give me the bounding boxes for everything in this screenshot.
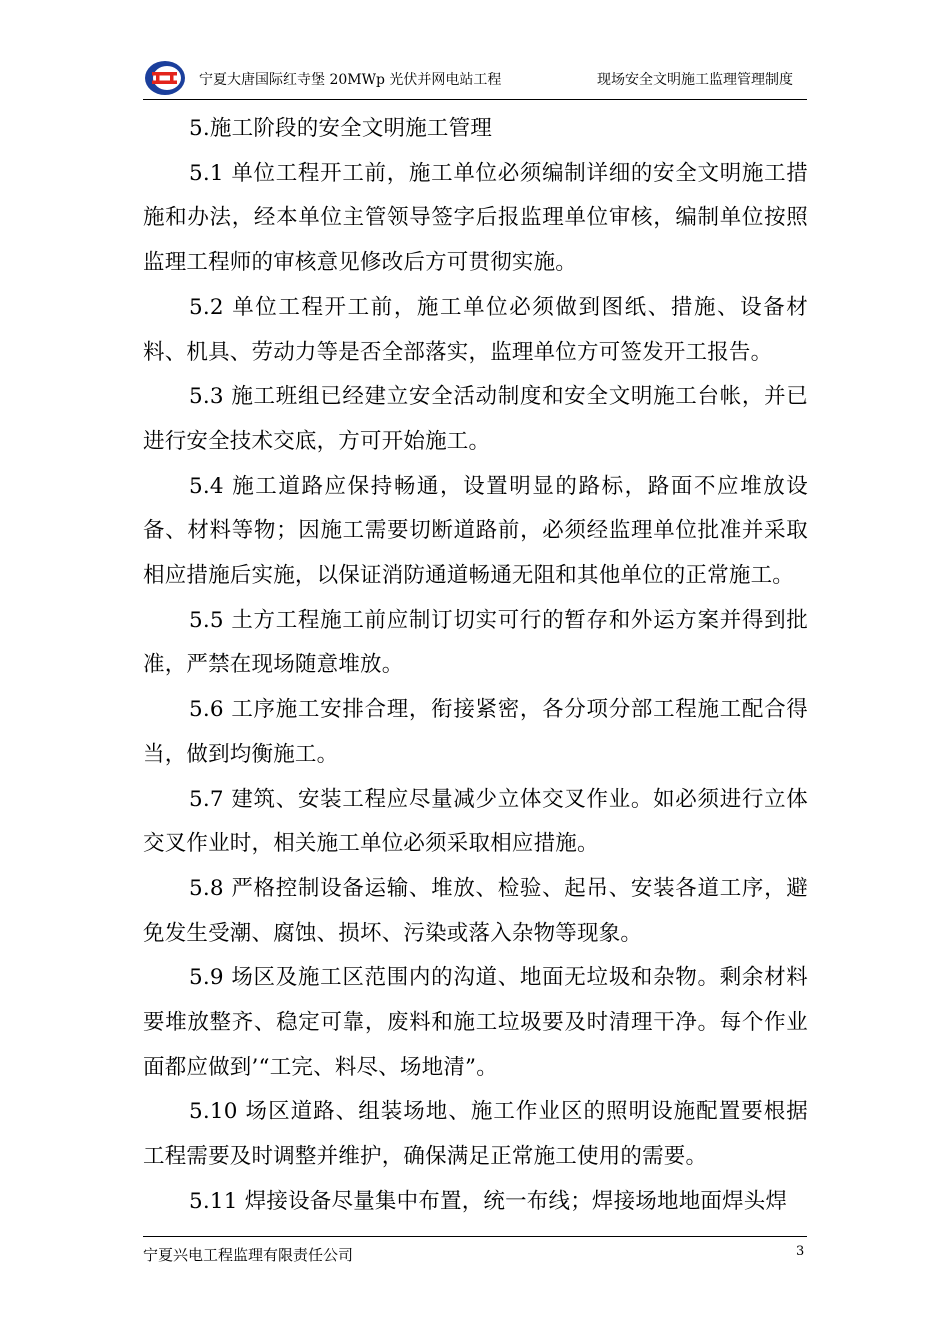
document-body: [143, 107, 808, 1225]
paragraph-5-11: 5.11 焊接设备尽量集中布置，统一布线；焊接场地地面焊头焊: [189, 1188, 788, 1214]
paragraph-5-9: 5.9 场区及施工区范围内的沟道、地面无垃圾和杂物。剩余材料要堆放整齐、稳定可靠，废料和施工垃圾要及时清理干净。每个作业面都应做到’“工完、料尽、场地清”。: [143, 965, 808, 1080]
paragraph-5-1: 5.1 单位工程开工前，施工单位必须编制详细的安全文明施工措施和办法，经本单位主管领导签字后报监理单位审核，编制单位按照监理工程师的审核意见修改后方可贯彻实施。: [143, 160, 808, 276]
footer-company: 宁夏兴电工程监理有限责任公司: [143, 1246, 354, 1264]
paragraph-5-10: 5.10 场区道路、组装场地、施工作业区的照明设施配置要根据工程需要及时调整并维护，确保满足正常施工使用的需要。: [143, 1099, 808, 1170]
paragraph-5-6: 5.6 工序施工安排合理，衔接紧密，各分项分部工程施工配合得当，做到均衡施工。: [143, 697, 808, 767]
page-number: 3: [796, 1244, 805, 1259]
page-header: [143, 58, 807, 98]
paragraph-5-5: 5.5 土方工程施工前应制订切实可行的暂存和外运方案并得到批准，严禁在现场随意堆放。: [143, 607, 808, 678]
paragraph-5-3: 5.3 施工班组已经建立安全活动制度和安全文明施工台帐，并已进行安全技术交底，方可开始施工。: [143, 384, 808, 454]
header-divider: [143, 99, 807, 100]
paragraph-5-7: 5.7 建筑、安装工程应尽量减少立体交叉作业。如必须进行立体交叉作业时，相关施工单位必须采取相应措施。: [143, 786, 808, 857]
paragraph-5-2: 5.2 单位工程开工前，施工单位必须做到图纸、措施、设备材料、机具、劳动力等是否全部落实，监理单位方可签发开工报告。: [143, 294, 808, 365]
footer-divider: [143, 1236, 807, 1237]
section-heading: 5.施工阶段的安全文明施工管理: [189, 116, 493, 141]
header-title: 宁夏大唐国际红寺堡 20MWp 光伏并网电站工程: [199, 72, 502, 88]
company-logo: [143, 60, 187, 96]
paragraph-5-8: 5.8 严格控制设备运输、堆放、检验、起吊、安装各道工序，避免发生受潮、腐蚀、损坏、污染或落入杂物等现象。: [143, 875, 808, 946]
paragraph-5-4: 5.4 施工道路应保持畅通，设置明显的路标，路面不应堆放设备、材料等物；因施工需要切断道路前，必须经监理单位批准并采取相应措施后实施，以保证消防通道畅通无阻和其他单位的正常施工。: [143, 473, 808, 589]
header-document-name: 现场安全文明施工监理管理制度: [597, 72, 793, 88]
